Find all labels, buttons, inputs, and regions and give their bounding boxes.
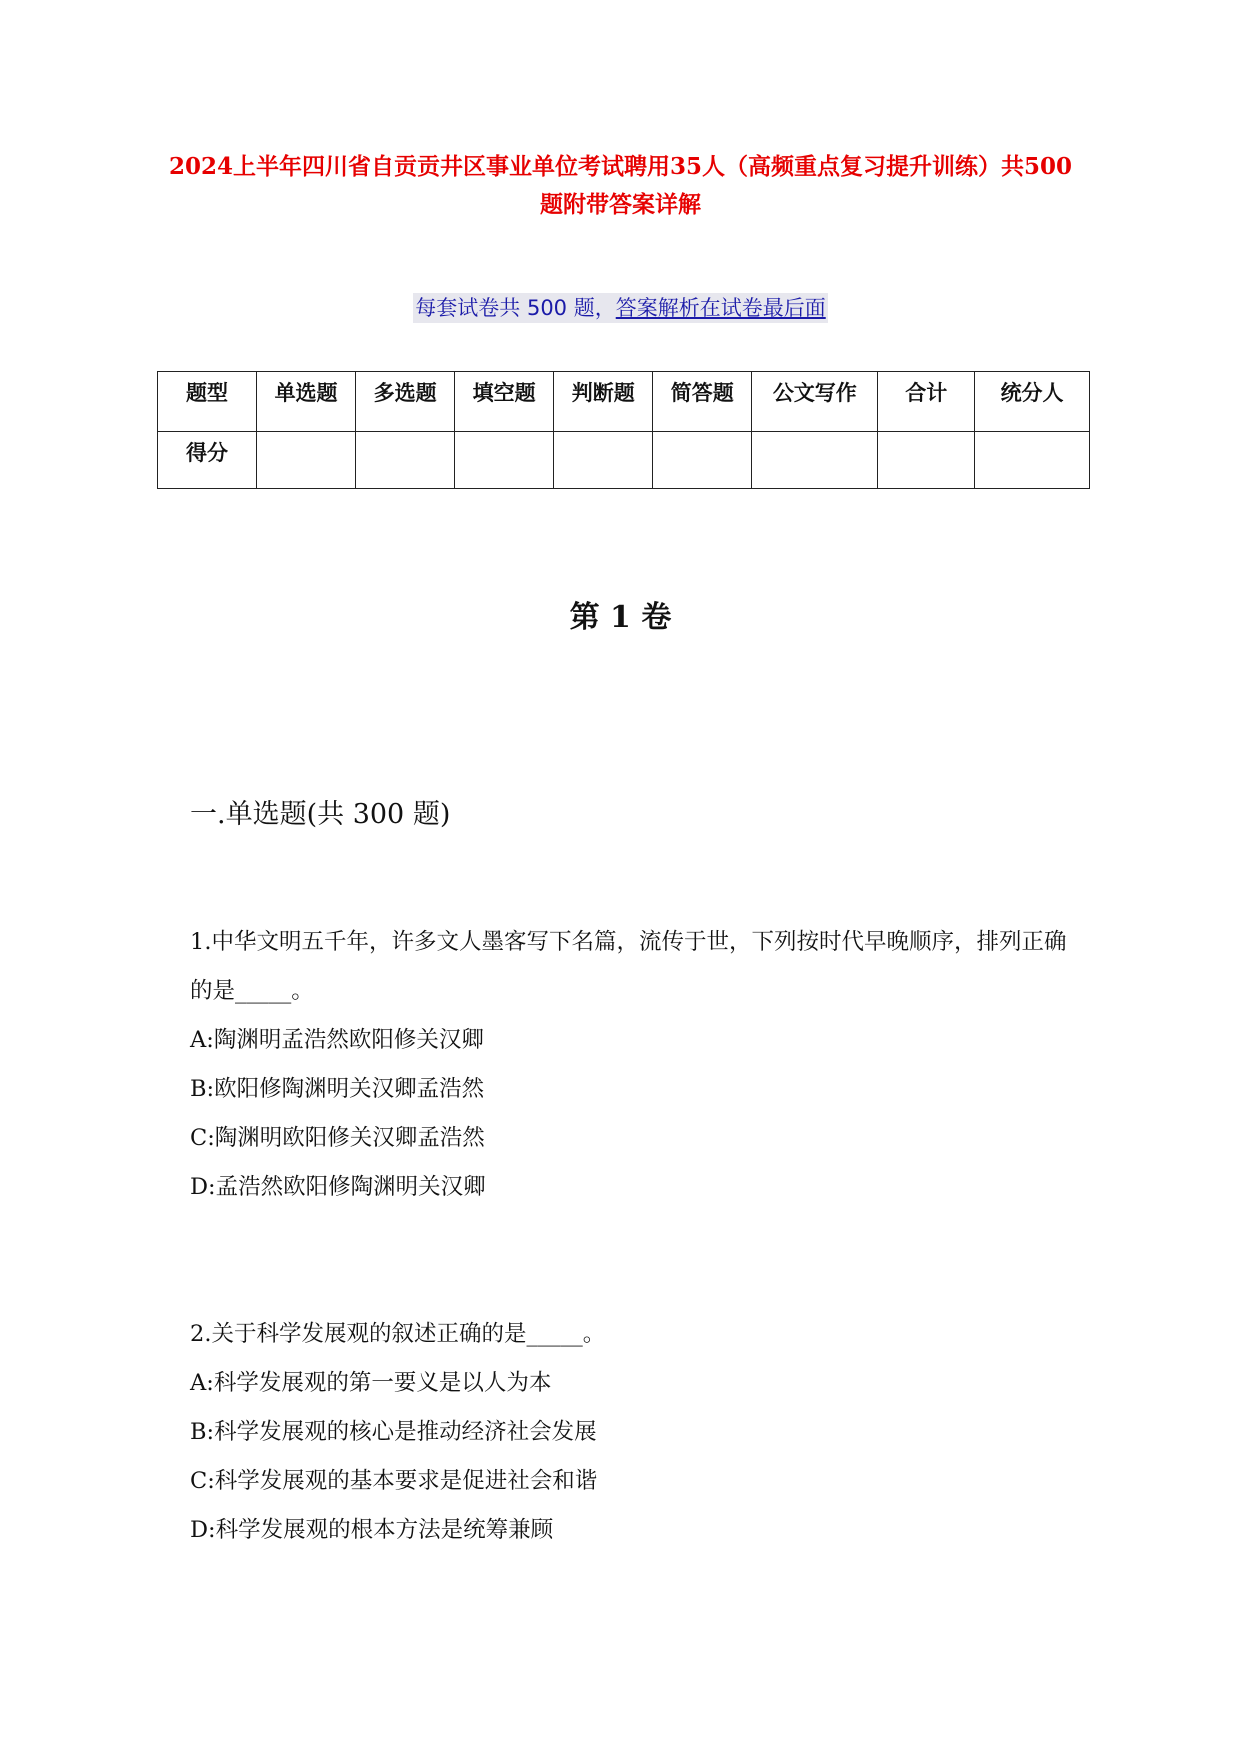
option-a: A:科学发展观的第一要义是以人为本 [190, 1370, 552, 1396]
option-a: A:陶渊明孟浩然欧阳修关汉卿 [190, 1027, 484, 1053]
header-cell-total: 合计 [878, 372, 975, 432]
volume-title: 第 1 卷 [569, 600, 672, 635]
score-cell-short-answer [653, 432, 752, 489]
section-title: 一.单选题(共 300 题) [190, 799, 451, 830]
score-cell-scorer [975, 432, 1090, 489]
option-c: C:陶渊明欧阳修关汉卿孟浩然 [190, 1125, 485, 1151]
score-cell-true-false [554, 432, 653, 489]
score-cell-fill-blank [455, 432, 554, 489]
header-cell-fill-blank: 填空题 [455, 372, 554, 432]
score-cell-total [878, 432, 975, 489]
score-cell-official-writing [752, 432, 878, 489]
option-c: C:科学发展观的基本要求是促进社会和谐 [190, 1468, 598, 1494]
option-b: B:科学发展观的核心是推动经济社会发展 [190, 1419, 597, 1445]
notice-banner [0, 293, 1241, 323]
header-cell-official-writing: 公文写作 [752, 372, 878, 432]
notice-answer-location: 答案解析在试卷最后面 [615, 296, 826, 320]
header-cell-true-false: 判断题 [554, 372, 653, 432]
header-cell-type: 题型 [158, 372, 257, 432]
question-stem: 2.关于科学发展观的叙述正确的是_____。 [190, 1321, 606, 1347]
header-cell-multiple-choice: 多选题 [356, 372, 455, 432]
question-2 [190, 1310, 1070, 1555]
score-cell-single-choice [257, 432, 356, 489]
score-cell-multiple-choice [356, 432, 455, 489]
question-1 [190, 918, 1070, 1212]
score-table [157, 371, 1090, 489]
score-table-header-row [158, 372, 1090, 432]
score-table-score-row [158, 432, 1090, 489]
document-title: 2024上半年四川省自贡贡井区事业单位考试聘用35人（高频重点复习提升训练）共500题附带答案详解 [168, 153, 1073, 218]
header-cell-single-choice: 单选题 [257, 372, 356, 432]
notice-text [413, 293, 827, 323]
option-b: B:欧阳修陶渊明关汉卿孟浩然 [190, 1076, 485, 1102]
header-cell-short-answer: 简答题 [653, 372, 752, 432]
notice-question-count: 每套试卷共 500 题， [415, 296, 616, 320]
option-d: D:科学发展观的根本方法是统筹兼顾 [190, 1517, 554, 1543]
question-stem: 1.中华文明五千年，许多文人墨客写下名篇，流传于世，下列按时代早晚顺序，排列正确的是_____。 [190, 929, 1067, 1004]
option-d: D:孟浩然欧阳修陶渊明关汉卿 [190, 1174, 486, 1200]
score-row-label: 得分 [158, 432, 257, 489]
header-cell-scorer: 统分人 [975, 372, 1090, 432]
